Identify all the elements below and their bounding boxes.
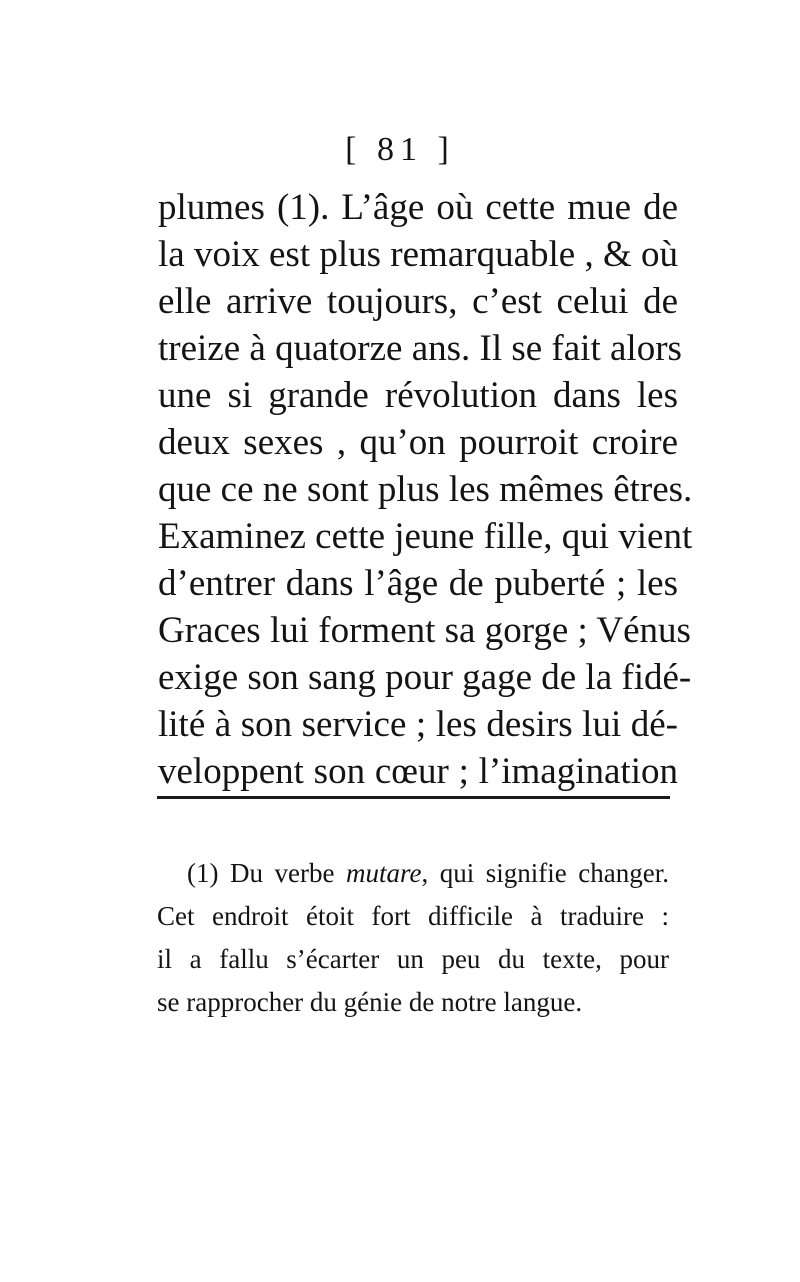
footnote-italic-word: mutare: [346, 858, 422, 888]
body-line: treize à quatorze ans. Il se fait alors: [158, 328, 682, 369]
body-line: une si grande révolution dans les: [158, 375, 678, 416]
footnote-line-prefix: (1) Du verbe: [187, 858, 346, 888]
page-number: [ 81 ]: [345, 131, 455, 168]
body-line: exige son sang pour gage de la fidé-: [158, 657, 692, 698]
footnote: [157, 852, 669, 1024]
footnote-line: se rapprocher du génie de notre langue.: [157, 987, 583, 1017]
body-line: d’entrer dans l’âge de puberté ; les: [158, 563, 678, 604]
footnote-line-suffix: , qui signifie changer.: [421, 858, 669, 888]
body-line: Examinez cette jeune fille, qui vient: [158, 516, 693, 557]
body-line: elle arrive toujours, c’est celui de: [158, 281, 678, 322]
body-text: [158, 184, 693, 795]
footnote-rule: [157, 796, 670, 799]
footnote-line: Cet endroit étoit fort difficile à traduire :: [157, 901, 669, 931]
body-line: plumes (1). L’âge où cette mue de: [158, 187, 678, 228]
footnote-line: il a fallu s’écarter un peu du texte, pour: [157, 944, 669, 974]
body-line: que ce ne sont plus les mêmes êtres.: [158, 469, 693, 510]
body-line: Graces lui forment sa gorge ; Vénus: [158, 610, 691, 651]
body-line: deux sexes , qu’on pourroit croire: [158, 422, 678, 463]
body-line: lité à son service ; les desirs lui dé-: [158, 704, 678, 745]
body-line: veloppent son cœur ; l’imagination: [158, 751, 678, 792]
body-line: la voix est plus remarquable , & où: [158, 234, 678, 275]
footnote-line: [157, 852, 669, 895]
